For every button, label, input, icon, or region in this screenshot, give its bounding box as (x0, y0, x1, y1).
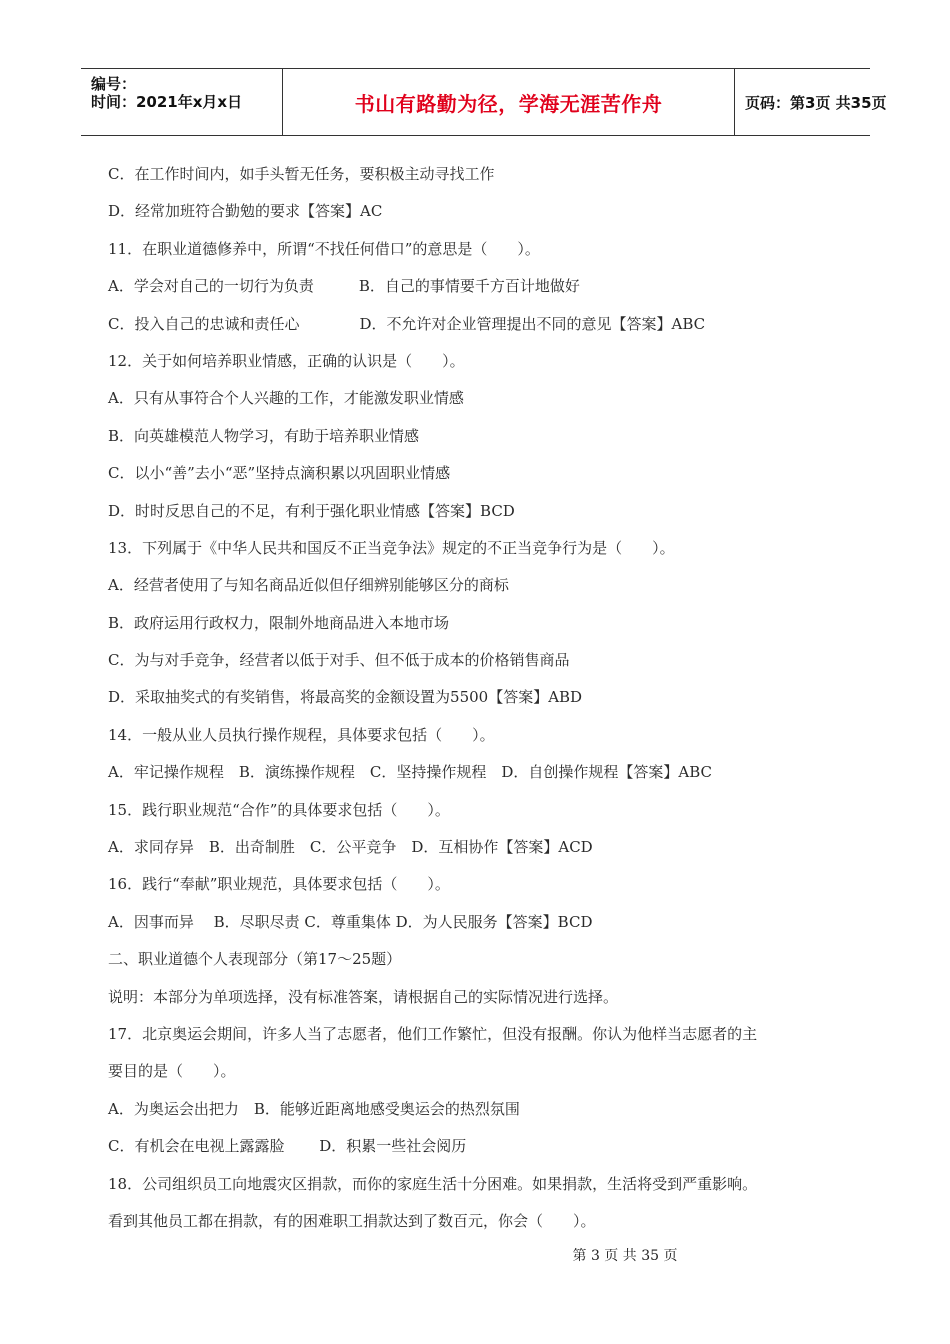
text-line: B．政府运用行政权力，限制外地商品进入本地市场 (108, 613, 450, 632)
question-12: 12．关于如何培养职业情感，正确的认识是（ ）。 (108, 351, 465, 370)
text-line: C．在工作时间内，如手头暂无任务，要积极主动寻找工作 (108, 165, 495, 183)
question-17: 17．北京奥运会期间，许多人当了志愿者，他们工作繁忙，但没有报酬。你认为他样当志愿者的主 (108, 1024, 758, 1043)
text-line: A．经营者使用了与知名商品近似但仔细辨别能够区分的商标 (108, 576, 509, 595)
text-line: B．向英雄模范人物学习，有助于培养职业情感 (108, 426, 420, 445)
text-line: A．只有从事符合个人兴趣的工作，才能激发职业情感 (108, 389, 464, 408)
text-line: A．学会对自己的一切行为负责 B．自己的事情要千方百计地做好 (108, 277, 580, 296)
question-18: 18．公司组织员工向地震灾区捐款，而你的家庭生活十分困难。如果捐款，生活将受到严重影响。 (108, 1174, 758, 1193)
text-line: D．经常加班符合勤勉的要求【答案】AC (108, 202, 383, 221)
text-line: 看到其他员工都在捐款，有的困难职工捐款达到了数百元，你会（ ）。 (108, 1211, 596, 1230)
text-line: C．投入自己的忠诚和责任心 D．不允许对企业管理提出不同的意见【答案】ABC (108, 314, 706, 333)
question-15: 15．践行职业规范“合作”的具体要求包括（ ）。 (108, 800, 450, 819)
section-note: 说明：本部分为单项选择，没有标准答案，请根据自己的实际情况进行选择。 (108, 987, 619, 1006)
document-body (108, 156, 848, 1240)
text-line: C．以小“善”去小“恶”坚持点滴积累以巩固职业情感 (108, 464, 451, 483)
section-heading: 二、职业道德个人表现部分（第17～25题） (108, 950, 402, 969)
text-line: A．为奥运会出把力 B．能够近距离地感受奥运会的热烈氛围 (108, 1099, 520, 1118)
text-line: D．采取抽奖式的有奖销售，将最高奖的金额设置为5500【答案】ABD (108, 688, 583, 707)
number-label: 编号： (91, 75, 137, 93)
motto: 书山有路勤为径，学海无涯苦作舟 (282, 69, 735, 135)
text-line: C．有机会在电视上露露脸 D．积累一些社会阅历 (108, 1137, 467, 1156)
question-14: 14．一般从业人员执行操作规程，具体要求包括（ ）。 (108, 725, 495, 744)
question-13: 13．下列属于《中华人民共和国反不正当竞争法》规定的不正当竞争行为是（ ）。 (108, 538, 675, 557)
header-meta (81, 69, 282, 135)
text-line: A．求同存异 B．出奇制胜 C．公平竞争 D．互相协作【答案】ACD (108, 838, 593, 857)
page-footer: 第 3 页 共 35 页 (572, 1248, 678, 1264)
page-header (81, 68, 887, 136)
text-line: D．时时反思自己的不足，有利于强化职业情感【答案】BCD (108, 501, 515, 520)
question-16: 16．践行“奉献”职业规范，具体要求包括（ ）。 (108, 875, 450, 894)
date-label: 时间：2021年x月x日 (91, 93, 243, 111)
text-line: C．为与对手竞争，经营者以低于对手、但不低于成本的价格销售商品 (108, 651, 570, 670)
text-line: A．牢记操作规程 B．演练操作规程 C．坚持操作规程 D．自创操作规程【答案】ABC (108, 763, 712, 782)
text-line: 要目的是（ ）。 (108, 1062, 236, 1081)
page-indicator: 页码：第3页 共35页 (745, 93, 887, 112)
text-line: A．因事而异 B．尽职尽责 C．尊重集体 D．为人民服务【答案】BCD (108, 912, 593, 931)
question-11: 11．在职业道德修养中，所谓“不找任何借口”的意思是（ ）。 (108, 239, 540, 258)
